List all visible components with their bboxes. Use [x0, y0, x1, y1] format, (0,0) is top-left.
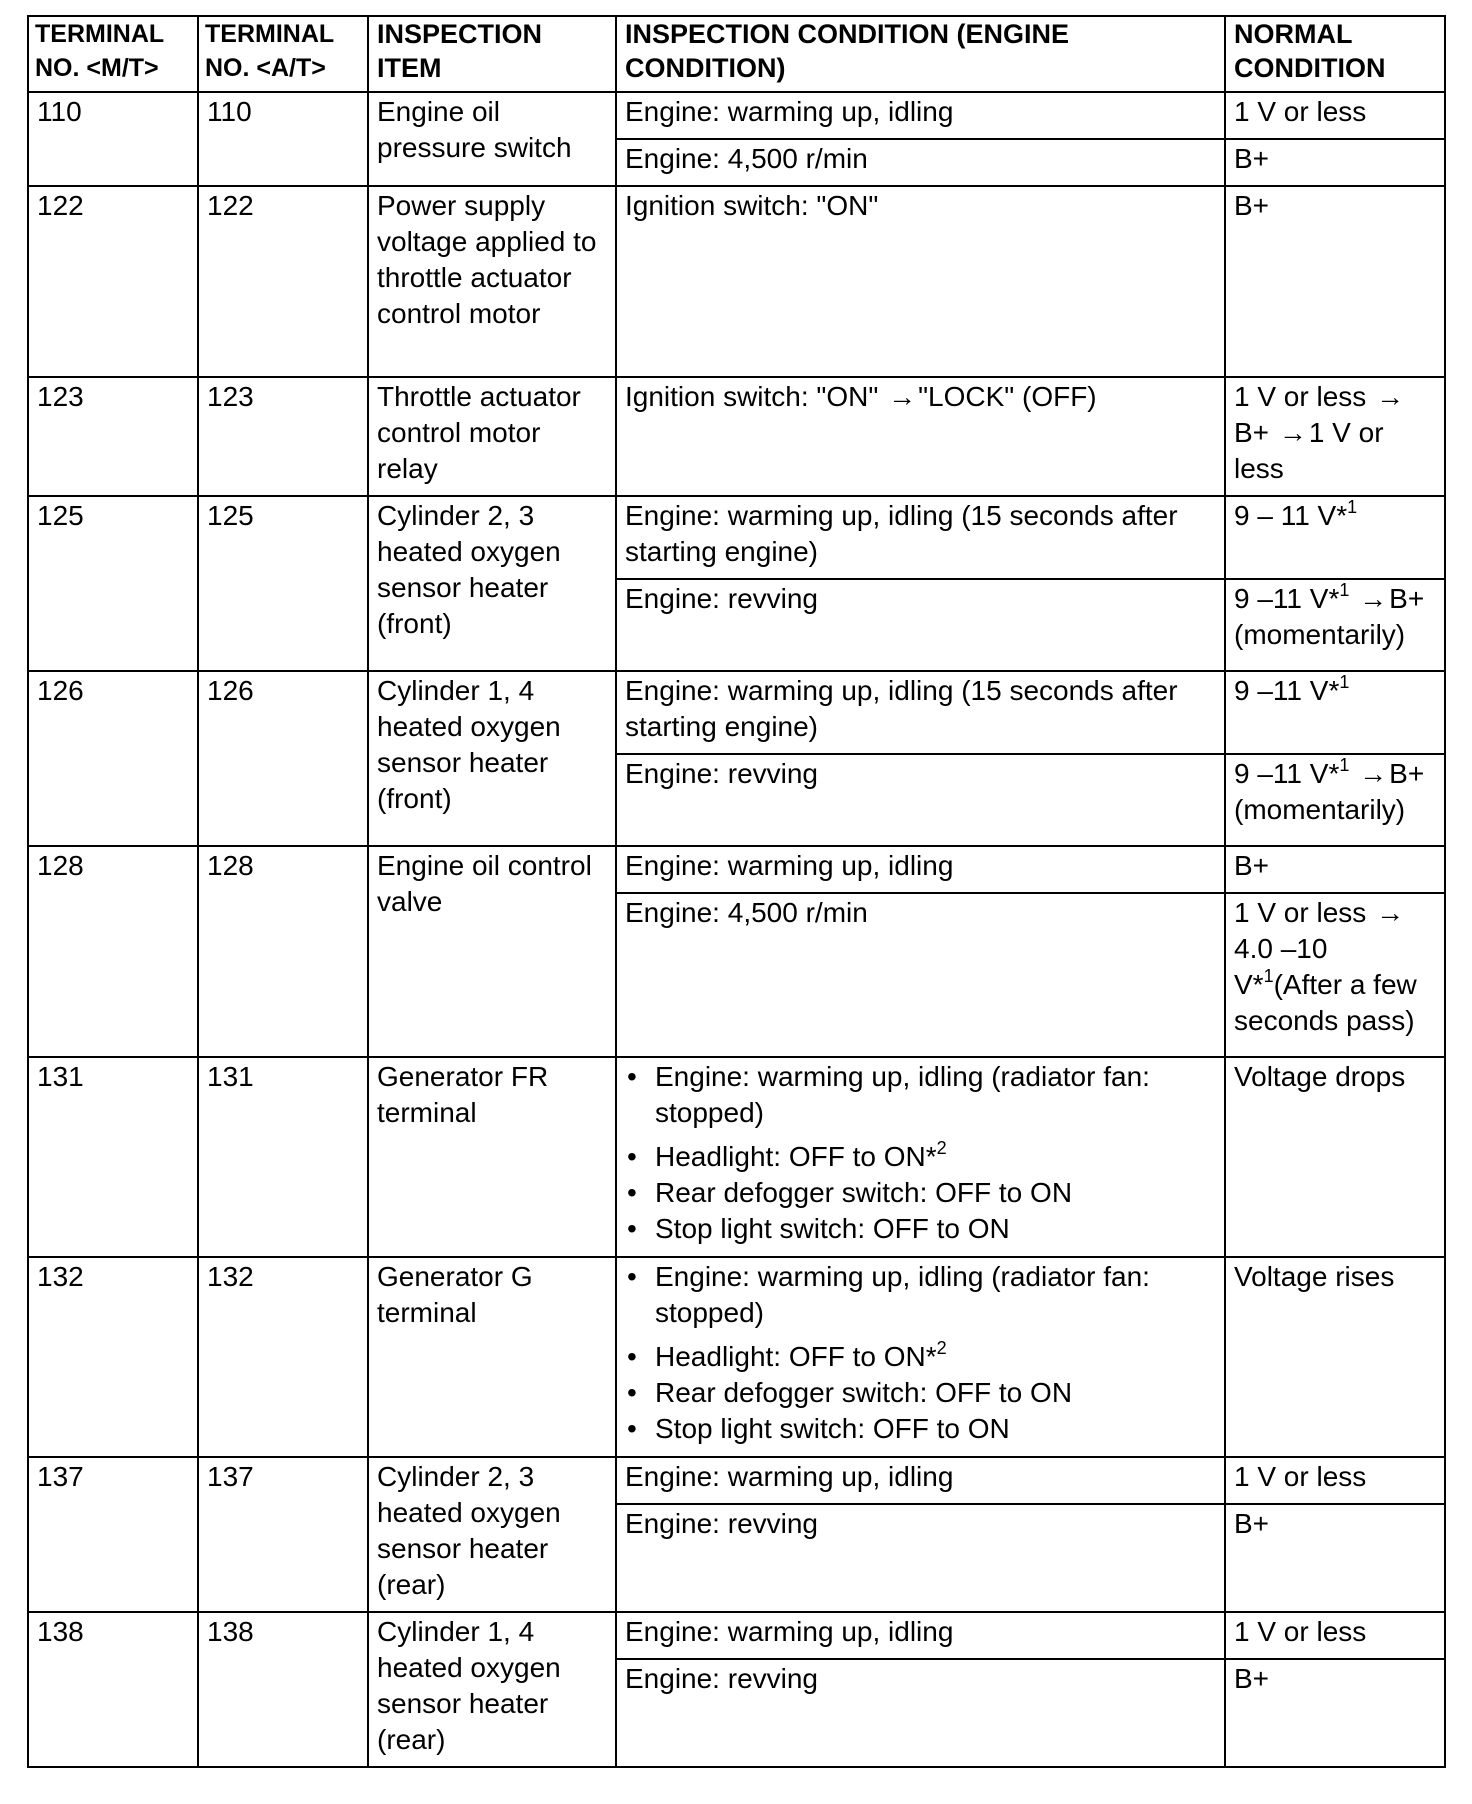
condition-list — [625, 1059, 1217, 1247]
inspection-condition: Engine: revving — [616, 754, 1225, 846]
footnote-ref: 2 — [936, 1137, 947, 1158]
list-item: • Stop light switch: OFF to ON — [655, 1211, 1217, 1247]
normal-condition: Voltage rises — [1225, 1257, 1445, 1457]
terminal-at: 122 — [198, 186, 368, 377]
header-normal-condition: NORMAL CONDITION — [1225, 16, 1445, 92]
inspection-condition: Engine: warming up, idling — [616, 1612, 1225, 1659]
list-item: • Stop light switch: OFF to ON — [655, 1411, 1217, 1447]
normal-condition — [1225, 377, 1445, 496]
value-step: 1 V or less — [1234, 381, 1367, 412]
inspection-condition: Engine: warming up, idling (15 seconds after starting engine) — [616, 496, 1225, 579]
arrow-right-icon: → — [1359, 583, 1388, 614]
condition-from: Ignition switch: "ON" — [625, 381, 879, 412]
value-text: 9 –11 V* — [1234, 675, 1340, 706]
inspection-condition: Engine: 4,500 r/min — [616, 893, 1225, 1057]
value-text: (After a few seconds pass) — [1234, 969, 1417, 1036]
table-row — [28, 496, 1445, 579]
normal-condition: 1 V or less — [1225, 92, 1445, 139]
inspection-item: Throttle actuator control motor relay — [368, 377, 616, 496]
normal-condition — [1225, 579, 1445, 671]
table-row — [28, 1057, 1445, 1257]
table-row — [28, 671, 1445, 754]
table-row — [28, 92, 1445, 139]
value-text: 9 –11 V* — [1234, 758, 1340, 789]
arrow-right-icon: → — [1376, 897, 1405, 928]
footnote-ref: 1 — [1339, 579, 1350, 600]
normal-condition — [1225, 893, 1445, 1057]
list-item — [655, 1339, 1217, 1375]
inspection-condition: Engine: warming up, idling — [616, 1457, 1225, 1504]
terminal-mt: 126 — [28, 671, 198, 846]
list-item-text: Headlight: OFF to ON* — [655, 1341, 937, 1372]
inspection-item: Engine oil control valve — [368, 846, 616, 1057]
normal-condition: 1 V or less — [1225, 1612, 1445, 1659]
normal-condition: B+ — [1225, 1504, 1445, 1612]
footnote-ref: 1 — [1263, 965, 1274, 986]
arrow-right-icon: → — [1376, 381, 1405, 412]
terminal-mt: 132 — [28, 1257, 198, 1457]
table-row — [28, 846, 1445, 893]
inspection-item: Generator G terminal — [368, 1257, 616, 1457]
list-item: • Rear defogger switch: OFF to ON — [655, 1175, 1217, 1211]
footnote-ref: 2 — [936, 1337, 947, 1358]
terminal-at: 128 — [198, 846, 368, 1057]
inspection-condition: Engine: warming up, idling — [616, 846, 1225, 893]
inspection-item: Cylinder 1, 4 heated oxygen sensor heater (front) — [368, 671, 616, 846]
terminal-at: 125 — [198, 496, 368, 671]
inspection-item: Power supply voltage applied to throttle actuator control motor — [368, 186, 616, 377]
inspection-condition: Engine: 4,500 r/min — [616, 139, 1225, 186]
inspection-item: Generator FR terminal — [368, 1057, 616, 1257]
terminal-at: 126 — [198, 671, 368, 846]
terminal-mt: 128 — [28, 846, 198, 1057]
terminal-at: 138 — [198, 1612, 368, 1767]
list-item: • Engine: warming up, idling (radiator fan: stopped) — [655, 1259, 1217, 1331]
table-row — [28, 1257, 1445, 1457]
value-step: 1 V or less — [1234, 417, 1384, 484]
list-item: • Engine: warming up, idling (radiator fan: stopped) — [655, 1059, 1217, 1131]
value-text: 1 V or less — [1234, 897, 1367, 928]
list-item-text: Headlight: OFF to ON* — [655, 1141, 937, 1172]
list-item: • Rear defogger switch: OFF to ON — [655, 1375, 1217, 1411]
table-row — [28, 1612, 1445, 1659]
header-terminal-at: TERMINAL NO. <A/T> — [198, 16, 368, 92]
terminal-at: 123 — [198, 377, 368, 496]
header-row — [28, 16, 1445, 92]
inspection-item: Engine oil pressure switch — [368, 92, 616, 186]
inspection-condition: Engine: warming up, idling — [616, 92, 1225, 139]
inspection-item: Cylinder 2, 3 heated oxygen sensor heater (rear) — [368, 1457, 616, 1612]
terminal-at: 110 — [198, 92, 368, 186]
header-inspection-condition: INSPECTION CONDITION (ENGINE CONDITION) — [616, 16, 1225, 92]
condition-list — [625, 1259, 1217, 1447]
inspection-condition — [616, 377, 1225, 496]
value-text: B+ (momentarily) — [1234, 758, 1425, 825]
value-text: 9 –11 V* — [1234, 583, 1340, 614]
normal-condition — [1225, 754, 1445, 846]
terminal-mt: 125 — [28, 496, 198, 671]
terminal-mt: 122 — [28, 186, 198, 377]
inspection-condition: Engine: revving — [616, 579, 1225, 671]
value-text: 9 – 11 V* — [1234, 500, 1348, 531]
footnote-ref: 1 — [1347, 496, 1358, 517]
table-row — [28, 1457, 1445, 1504]
terminal-at: 131 — [198, 1057, 368, 1257]
header-inspection-item: INSPECTION ITEM — [368, 16, 616, 92]
terminal-mt: 137 — [28, 1457, 198, 1612]
normal-condition — [1225, 671, 1445, 754]
terminal-mt: 131 — [28, 1057, 198, 1257]
normal-condition: Voltage drops — [1225, 1057, 1445, 1257]
value-text: 4.0 –10 V* — [1234, 933, 1328, 1000]
normal-condition: 1 V or less — [1225, 1457, 1445, 1504]
terminal-mt: 110 — [28, 92, 198, 186]
inspection-condition: Engine: warming up, idling (15 seconds after starting engine) — [616, 671, 1225, 754]
inspection-condition — [616, 1257, 1225, 1457]
value-text: B+ (momentarily) — [1234, 583, 1425, 650]
normal-condition — [1225, 496, 1445, 579]
value-step: B+ — [1234, 417, 1270, 448]
arrow-right-icon: → — [1359, 758, 1388, 789]
terminal-at: 137 — [198, 1457, 368, 1612]
terminal-at: 132 — [198, 1257, 368, 1457]
header-terminal-mt: TERMINAL NO. <M/T> — [28, 16, 198, 92]
inspection-condition: Engine: revving — [616, 1504, 1225, 1612]
terminal-inspection-table — [27, 15, 1446, 1768]
inspection-item: Cylinder 2, 3 heated oxygen sensor heater (front) — [368, 496, 616, 671]
inspection-condition: Ignition switch: "ON" — [616, 186, 1225, 377]
normal-condition: B+ — [1225, 846, 1445, 893]
normal-condition: B+ — [1225, 1659, 1445, 1767]
inspection-item: Cylinder 1, 4 heated oxygen sensor heater (rear) — [368, 1612, 616, 1767]
arrow-right-icon: → — [888, 381, 917, 412]
normal-condition: B+ — [1225, 186, 1445, 377]
normal-condition: B+ — [1225, 139, 1445, 186]
footnote-ref: 1 — [1339, 754, 1350, 775]
list-item — [655, 1139, 1217, 1175]
condition-to: "LOCK" (OFF) — [918, 381, 1097, 412]
table-row — [28, 186, 1445, 377]
terminal-mt: 123 — [28, 377, 198, 496]
arrow-right-icon: → — [1278, 417, 1307, 448]
inspection-condition: Engine: revving — [616, 1659, 1225, 1767]
footnote-ref: 1 — [1339, 671, 1350, 692]
table-row — [28, 377, 1445, 496]
terminal-mt: 138 — [28, 1612, 198, 1767]
inspection-condition — [616, 1057, 1225, 1257]
